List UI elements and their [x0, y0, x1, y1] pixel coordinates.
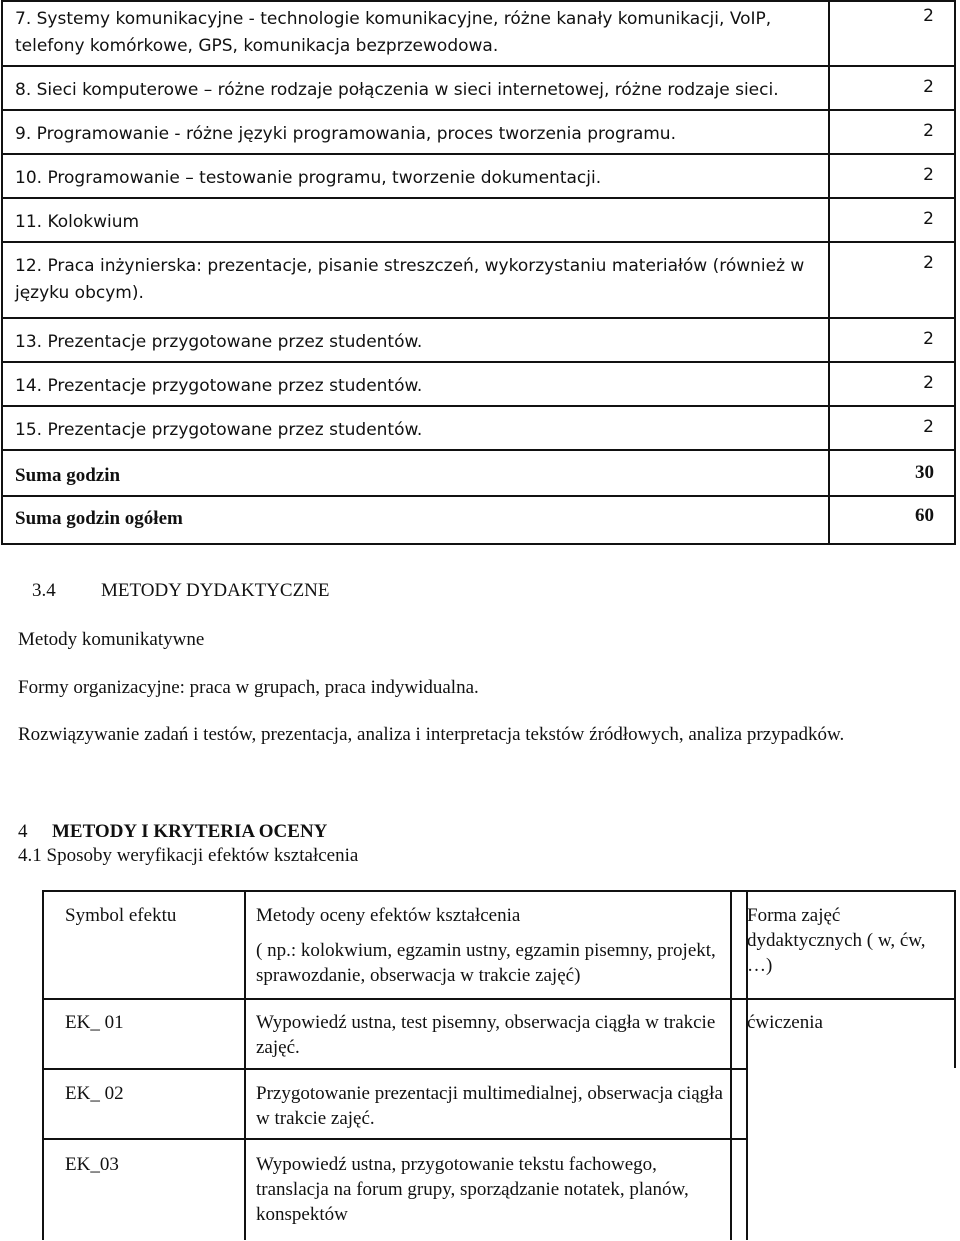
- table-border: [244, 890, 246, 1240]
- assessment-heading: METODY I KRYTERIA OCENY: [52, 821, 328, 842]
- sum-row: [2, 450, 955, 496]
- methods-line-3: Rozwiązywanie zadań i testów, prezentacja, analiza i interpretacja tekstów źródłowych, analiza przypadków.: [18, 724, 845, 745]
- topic-cell: [2, 1, 829, 66]
- table-border: [954, 890, 956, 1068]
- hours-cell: 2: [829, 362, 955, 406]
- topic-cell: 8. Sieci komputerowe – różne rodzaje połączenia w sieci internetowej, różne rodzaje sieci.: [2, 66, 829, 110]
- row-method: Wypowiedź ustna, test pisemny, obserwacja ciągła w trakcie zajęć.: [256, 1012, 716, 1058]
- hours-cell: 2: [829, 110, 955, 154]
- header-symbol: Symbol efektu: [65, 905, 177, 926]
- table-border: [42, 1068, 747, 1070]
- hours-cell: 2: [829, 154, 955, 198]
- hours-cell: 2: [829, 318, 955, 362]
- sum-value: 30: [829, 450, 955, 496]
- hours-cell: 2: [829, 406, 955, 450]
- methods-heading: METODY DYDAKTYCZNE: [101, 580, 330, 601]
- assessment-subheading: 4.1 Sposoby weryfikacji efektów kształcenia: [18, 845, 359, 866]
- table-border: [42, 1138, 747, 1140]
- table-row: [2, 362, 955, 406]
- table-border: [730, 890, 732, 1240]
- table-row: [2, 406, 955, 450]
- topic-cell: 15. Prezentacje przygotowane przez studentów.: [2, 406, 829, 450]
- topic-cell: 14. Prezentacje przygotowane przez studentów.: [2, 362, 829, 406]
- topic-cell: 10. Programowanie – testowanie programu, tworzenie dokumentacji.: [2, 154, 829, 198]
- row-symbol: EK_03: [65, 1154, 119, 1175]
- row-symbol: EK_ 02: [65, 1083, 124, 1104]
- row-symbol: EK_ 01: [65, 1012, 124, 1033]
- table-row: [2, 1, 955, 66]
- hours-cell: 2: [829, 66, 955, 110]
- assessment-table: [42, 890, 956, 1240]
- header-form: Forma zajęć dydaktycznych ( w, ćw, …): [747, 905, 926, 976]
- row-method: Przygotowanie prezentacji multimedialnej, obserwacja ciągła w trakcie zajęć.: [256, 1083, 723, 1129]
- topic-text: 12. Praca inżynierska: prezentacje, pisanie streszczeń, wykorzystaniu materiałów (również w języku obcym).: [15, 256, 805, 303]
- table-row: [2, 110, 955, 154]
- table-border: [42, 890, 956, 892]
- assessment-section-number: 4: [18, 821, 28, 842]
- hours-cell: 2: [829, 242, 955, 318]
- row-form: ćwiczenia: [747, 1012, 823, 1033]
- header-methods: Metody oceny efektów kształcenia: [256, 905, 521, 926]
- hours-cell: 2: [829, 1, 955, 66]
- methods-section-number: 3.4: [32, 580, 56, 601]
- table-row: [2, 198, 955, 242]
- hours-cell: 2: [829, 198, 955, 242]
- topic-cell: 13. Prezentacje przygotowane przez studentów.: [2, 318, 829, 362]
- topic-text: 7. Systemy komunikacyjne - technologie komunikacyjne, różne kanały komunikacji, VoIP, telefony komórkowe, GPS, komunikacja bezprzewodowa.: [15, 9, 772, 56]
- total-value: 60: [829, 496, 955, 544]
- sum-label: Suma godzin: [2, 450, 829, 496]
- table-border: [42, 890, 44, 1240]
- methods-line-1: Metody komunikatywne: [18, 629, 205, 650]
- header-methods-examples: ( np.: kolokwium, egzamin ustny, egzamin pisemny, projekt, sprawozdanie, obserwacja w trakcie zajęć): [256, 940, 716, 986]
- row-method: Wypowiedź ustna, przygotowanie tekstu fachowego, translacja na forum grupy, sporządzanie notatek, planów, konspektów: [256, 1154, 689, 1225]
- topic-cell: [2, 242, 829, 318]
- table-row: [2, 318, 955, 362]
- methods-line-2: Formy organizacyjne: praca w grupach, praca indywidualna.: [18, 677, 479, 698]
- topic-cell: 9. Programowanie - różne języki programowania, proces tworzenia programu.: [2, 110, 829, 154]
- table-row: [2, 154, 955, 198]
- table-border: [42, 998, 956, 1000]
- total-row: [2, 496, 955, 544]
- table-row: [2, 66, 955, 110]
- hours-table: [1, 0, 956, 545]
- topic-cell: 11. Kolokwium: [2, 198, 829, 242]
- table-row: [2, 242, 955, 318]
- total-label: Suma godzin ogółem: [2, 496, 829, 544]
